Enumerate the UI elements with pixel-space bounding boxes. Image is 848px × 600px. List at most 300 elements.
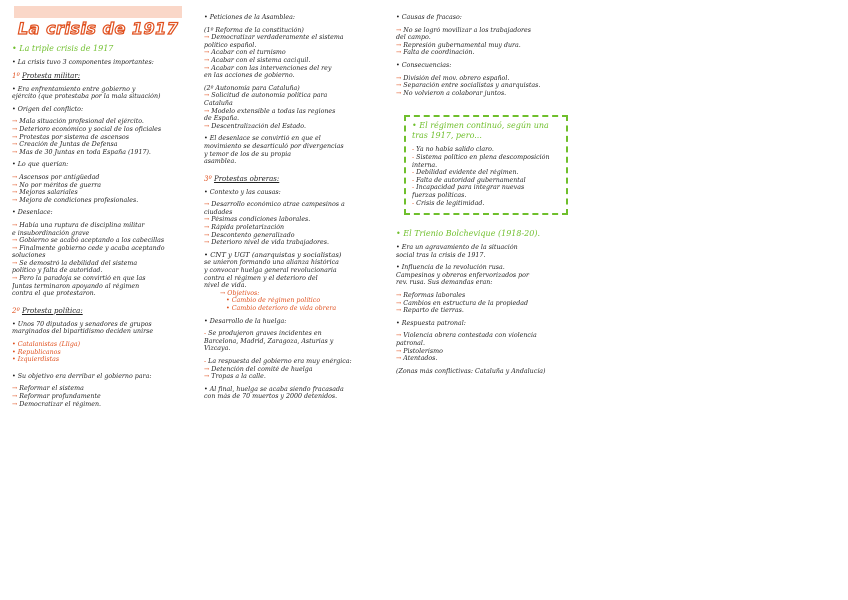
note-line — [396, 90, 586, 98]
note-line — [204, 100, 392, 108]
note-line — [204, 386, 392, 394]
note-line — [12, 385, 200, 393]
column-middle — [204, 0, 392, 401]
column-middle-notes — [204, 14, 392, 401]
highlighted-item — [12, 341, 200, 349]
section-title: Protestas obreras: — [213, 174, 280, 183]
note-text: No por méritos de guerra — [19, 181, 102, 189]
note-line — [12, 267, 200, 275]
note-text: Modelo extensible a todas las regiones — [211, 107, 336, 115]
note-text: fuerzas políticas. — [412, 191, 467, 199]
note-text: Deterioro económico y social de los oficiales — [19, 125, 162, 133]
note-text: (2º Autonomía para Cataluña) — [204, 84, 300, 92]
note-line — [12, 149, 200, 157]
note-text: Acabar con el turnismo — [211, 49, 286, 57]
note-text: Mejoras salariales — [19, 189, 78, 197]
arrow-icon: → — [12, 385, 18, 393]
note-text: interna. — [412, 161, 438, 169]
note-text: Desarrollo económico atrae campesinos a — [211, 201, 345, 209]
note-line — [396, 82, 586, 90]
arrow-icon: → — [396, 49, 402, 57]
note-line — [12, 230, 200, 238]
note-text: Reformar profundamente — [19, 393, 101, 400]
note-text: CNT y UGT (anarquistas y socialistas) — [210, 251, 342, 259]
note-line — [12, 283, 200, 291]
note-text: marginados del bipartidismo deciden unirse — [12, 328, 154, 336]
note-line — [396, 42, 586, 50]
spacer — [12, 298, 200, 307]
subheading — [12, 44, 200, 54]
note-line — [396, 292, 586, 300]
note-text: Cambios en estructura de la propiedad — [403, 299, 529, 307]
note-line — [12, 141, 200, 149]
note-line — [12, 59, 200, 67]
note-line — [396, 368, 586, 376]
note-line — [204, 189, 392, 197]
note-text: en las acciones de gobierno. — [204, 72, 295, 80]
note-line — [396, 252, 586, 260]
note-line — [204, 318, 392, 326]
note-line — [204, 330, 392, 338]
note-line — [12, 106, 200, 114]
note-text: Unos 70 diputados y senadores de grupos — [17, 320, 152, 328]
highlighted-text: → Objetivos: — [204, 289, 260, 297]
note-line — [204, 65, 392, 73]
arrow-icon: → — [396, 299, 402, 307]
note-text: Solicitud de autonomía política para — [211, 92, 328, 100]
note-text: Contexto y las causas: — [209, 188, 281, 196]
note-line — [412, 177, 560, 185]
note-line — [12, 182, 200, 190]
arrow-icon: → — [12, 189, 18, 197]
note-text: soluciones — [12, 252, 46, 260]
subheading-text: • El Trienio Bolchevique (1918-20). — [396, 229, 541, 239]
note-text: Cataluña — [204, 99, 233, 107]
note-text: Barcelona, Madrid, Zaragoza, Asturias y — [204, 337, 334, 345]
arrow-icon: → — [204, 56, 210, 64]
arrow-icon: → — [12, 221, 18, 229]
note-line — [204, 267, 392, 275]
note-line — [204, 57, 392, 65]
arrow-icon: → — [12, 173, 18, 181]
arrow-icon: → — [204, 216, 210, 224]
note-line — [412, 184, 560, 192]
section-title: Protesta militar: — [21, 71, 81, 80]
bullet-icon: • — [204, 135, 208, 143]
note-text: División del mov. obrero español. — [403, 74, 510, 82]
note-line — [204, 252, 392, 260]
note-line — [396, 34, 586, 42]
section-number: 3º — [204, 174, 214, 183]
note-text: Influencia de la revolución rusa. — [401, 264, 505, 272]
note-text: (Zonas más conflictivas: Cataluña y Andalucía) — [396, 367, 546, 375]
highlighted-text: • Republicanos — [12, 348, 61, 356]
note-text: Descontento generalizado — [211, 231, 295, 239]
note-line — [204, 143, 392, 151]
highlighted-text: • Cambio de régimen político — [204, 297, 321, 305]
note-text: Reformas laborales — [403, 292, 466, 300]
spacer — [12, 364, 200, 373]
note-text: Origen del conflicto: — [17, 105, 84, 113]
note-text: Falta de coordinación. — [403, 49, 475, 57]
subheading — [412, 131, 560, 141]
note-line — [412, 192, 560, 200]
note-text: Reparto de tierras. — [403, 307, 464, 315]
arrow-icon: - — [412, 184, 415, 192]
note-text: Se produjeron graves incidentes en — [208, 330, 322, 338]
note-text: Vizcaya. — [204, 345, 231, 353]
page-title-text: La crisis de 1917 — [18, 19, 179, 38]
note-line — [204, 345, 392, 353]
bullet-icon: • — [204, 188, 208, 196]
note-line — [204, 27, 392, 35]
arrow-icon: → — [12, 393, 18, 400]
note-text: se unieron formando una alianza histórica — [204, 259, 339, 267]
note-line — [204, 232, 392, 240]
arrow-icon: → — [12, 400, 18, 408]
note-text: Respuesta patronal: — [401, 319, 466, 327]
arrow-icon: → — [396, 26, 402, 34]
note-text: Mala situación profesional del ejército. — [19, 118, 144, 126]
note-text: Desenlace: — [17, 209, 53, 217]
note-line — [12, 290, 200, 298]
subheading-text: • El régimen continuó, según una — [412, 121, 549, 131]
note-text: social tras la crisis de 1917. — [396, 251, 486, 259]
note-line — [12, 328, 200, 336]
arrow-icon: → — [12, 275, 18, 283]
arrow-icon: - — [412, 176, 415, 184]
bullet-icon: • — [12, 320, 16, 328]
note-line — [12, 197, 200, 205]
note-text: Represión gubernamental muy dura. — [403, 41, 521, 49]
note-line — [204, 275, 392, 283]
note-line — [12, 189, 200, 197]
dashed-note-box — [404, 115, 568, 215]
note-line — [12, 237, 200, 245]
bullet-icon: • — [12, 372, 16, 380]
arrow-icon: → — [12, 118, 18, 126]
note-line — [204, 338, 392, 346]
section-heading — [12, 72, 200, 81]
bullet-icon: • — [396, 244, 400, 252]
note-line — [204, 358, 392, 366]
section-title: Protesta política: — [21, 306, 83, 315]
note-text: Democratizar verdaderamente el sistema — [211, 34, 344, 42]
section-number: 1º — [12, 71, 22, 80]
note-line — [204, 92, 392, 100]
arrow-icon: → — [396, 89, 402, 97]
arrow-icon: - — [412, 199, 415, 207]
highlighted-item — [204, 305, 392, 313]
arrow-icon: → — [204, 373, 210, 381]
bullet-icon: • — [12, 209, 16, 217]
note-text: Violencia obrera contestada con violencia — [403, 332, 537, 340]
note-line — [204, 239, 392, 247]
note-line — [204, 151, 392, 159]
note-text: Democratizar el régimen. — [19, 400, 102, 408]
note-text: Consecuencias: — [401, 61, 452, 69]
note-text: Era enfrentamiento entre gobierno y — [17, 85, 136, 93]
note-text: Había una ruptura de disciplina militar — [19, 221, 145, 229]
note-text: Incapacidad para integrar nuevas — [416, 184, 525, 192]
note-line — [204, 216, 392, 224]
arrow-icon: - — [204, 330, 207, 338]
note-line — [204, 158, 392, 166]
note-text: Mejora de condiciones profesionales. — [19, 196, 139, 204]
note-line — [12, 373, 200, 381]
arrow-icon: → — [204, 49, 210, 57]
note-text: Acabar con las intervenciones del rey — [211, 64, 332, 72]
note-text: Pero la paradoja se convirtió en que las — [19, 275, 146, 283]
bullet-icon: • — [204, 317, 208, 325]
note-text: Desarrollo de la huelga: — [209, 317, 287, 325]
arrow-icon: → — [204, 231, 210, 239]
note-text: Mas de 30 Juntas en toda España (1917). — [19, 148, 151, 156]
note-line — [396, 14, 586, 22]
note-line — [204, 135, 392, 143]
arrow-icon: - — [204, 357, 207, 365]
column-right — [396, 0, 586, 375]
note-text: Acabar con el sistema caciquil. — [211, 56, 311, 64]
arrow-icon: → — [396, 82, 402, 90]
note-text: Falta de autoridad gubernamental — [416, 176, 526, 184]
arrow-icon: → — [396, 307, 402, 315]
arrow-icon: → — [12, 181, 18, 189]
note-line — [12, 134, 200, 142]
bullet-icon: • — [204, 251, 209, 259]
note-text: Ya no había salido claro. — [416, 146, 494, 154]
bullet-icon: • — [396, 264, 400, 272]
note-line — [396, 244, 586, 252]
note-text: con más de 70 muertos y 2000 detenidos. — [204, 393, 338, 401]
note-line — [12, 209, 200, 217]
note-text: Pistolerismo — [403, 347, 443, 355]
section-heading — [204, 175, 392, 184]
note-text: Tropas a la calle. — [211, 373, 266, 381]
note-text: Lo que querían: — [17, 161, 69, 169]
note-line — [12, 174, 200, 182]
note-text: Ascensos por antigüedad — [19, 173, 100, 181]
note-text: ejército (que protestaba por la mala situación) — [12, 93, 161, 101]
note-text: (1º Reforma de la constitución) — [204, 26, 304, 34]
arrow-icon: → — [204, 34, 210, 42]
section-heading — [12, 307, 200, 316]
note-text: Deterioro nivel de vida trabajadores. — [211, 239, 330, 247]
note-line — [12, 86, 200, 94]
note-line — [204, 373, 392, 381]
note-line — [396, 62, 586, 70]
note-line — [396, 300, 586, 308]
column-right-notes-2 — [396, 229, 586, 375]
column-right-notes — [396, 14, 586, 97]
note-line — [412, 154, 560, 162]
spacer — [204, 166, 392, 175]
note-text: patronal. — [396, 340, 425, 348]
note-text: Creación de Juntas de Defensa — [19, 141, 118, 149]
arrow-icon: → — [396, 332, 402, 340]
note-text: político y falta de autoridad. — [12, 267, 103, 275]
note-line — [396, 49, 586, 57]
note-line — [204, 115, 392, 123]
note-line — [204, 201, 392, 209]
note-line — [412, 169, 560, 177]
note-text: Se demostró la debilidad del sistema — [19, 259, 138, 267]
note-line — [396, 27, 586, 35]
note-text: rev. rusa. Sus demandas eran: — [396, 279, 493, 287]
arrow-icon: → — [396, 347, 402, 355]
arrow-icon: → — [396, 355, 402, 363]
arrow-icon: - — [412, 169, 415, 177]
arrow-icon: → — [12, 125, 18, 133]
arrow-icon: → — [204, 64, 210, 72]
note-text: Atentados. — [403, 355, 438, 363]
note-text: No se logró movilizar a los trabajadores — [403, 26, 532, 34]
arrow-icon: → — [204, 92, 210, 100]
arrow-icon: → — [204, 201, 210, 209]
note-text: e insubordinación grave — [12, 229, 90, 237]
note-line — [204, 209, 392, 217]
note-text: La respuesta del gobierno era muy enérgica: — [208, 357, 352, 365]
arrow-icon: → — [204, 239, 210, 247]
arrow-icon: → — [12, 141, 18, 149]
note-text: ciudades — [204, 208, 233, 216]
note-line — [12, 260, 200, 268]
note-text: Descentralización del Estado. — [211, 122, 306, 130]
bullet-icon: • — [396, 319, 400, 327]
note-line — [12, 93, 200, 101]
column-left — [12, 0, 200, 408]
note-text: de España. — [204, 115, 240, 123]
arrow-icon: → — [396, 74, 402, 82]
arrow-icon: - — [412, 153, 415, 161]
note-line — [412, 200, 560, 208]
bullet-icon: • — [204, 385, 208, 393]
note-line — [412, 146, 560, 154]
note-text: Separación entre socialistas y anarquistas. — [403, 82, 541, 90]
note-line — [204, 366, 392, 374]
note-text: Crisis de legitimidad. — [416, 199, 485, 207]
note-line — [396, 348, 586, 356]
bullet-icon: • — [12, 85, 16, 93]
note-line — [204, 259, 392, 267]
note-line — [12, 118, 200, 126]
note-text: y temor de los de su propia — [204, 150, 292, 158]
note-text: Peticiones de la Asamblea: — [209, 14, 295, 21]
arrow-icon: → — [204, 365, 210, 373]
note-text: nivel de vida. — [204, 282, 247, 290]
highlighted-item — [12, 349, 200, 357]
title-highlight — [14, 6, 182, 18]
note-text: del campo. — [396, 34, 431, 42]
highlighted-item — [204, 297, 392, 305]
note-text: asamblea. — [204, 158, 237, 166]
note-line — [204, 224, 392, 232]
note-text: movimiento se desarticuló por divergencias — [204, 142, 344, 150]
note-line — [396, 307, 586, 315]
note-line — [204, 108, 392, 116]
bullet-icon: • — [12, 105, 16, 113]
note-line — [12, 161, 200, 169]
note-line — [204, 282, 392, 290]
subheading-text: • La triple crisis de 1917 — [12, 44, 114, 53]
note-text: Su objetivo era derribar el gobierno para: — [17, 372, 152, 380]
bullet-icon: • — [12, 161, 16, 169]
note-line — [204, 85, 392, 93]
note-line — [204, 49, 392, 57]
arrow-icon: → — [204, 122, 210, 130]
note-text: Detención del comité de huelga — [211, 365, 313, 373]
note-line — [204, 123, 392, 131]
note-line — [204, 393, 392, 401]
note-line — [12, 222, 200, 230]
subheading — [396, 229, 586, 239]
note-line — [396, 272, 586, 280]
note-line — [12, 252, 200, 260]
note-text: Era un agravamiento de la situación — [401, 244, 518, 252]
bullet-icon: • — [396, 61, 400, 69]
note-line — [412, 162, 560, 170]
highlighted-item — [12, 356, 200, 364]
note-line — [204, 34, 392, 42]
subheading-text: tras 1917, pero... — [412, 131, 482, 141]
note-line — [12, 393, 200, 401]
note-line — [396, 320, 586, 328]
arrow-icon: → — [12, 133, 18, 141]
highlighted-text: • Izquierdistas — [12, 356, 60, 364]
note-text: Protestas por sistema de ascensos — [19, 133, 129, 141]
arrow-icon: → — [204, 224, 210, 232]
arrow-icon: → — [12, 196, 18, 204]
note-text: La crisis tuvo 3 componentes importantes: — [17, 59, 154, 66]
note-text: contra el que protestaron. — [12, 290, 96, 298]
subheading — [412, 121, 560, 131]
highlighted-text: • Cambio deterioro de vida obrera — [204, 305, 337, 312]
note-line — [12, 126, 200, 134]
note-line — [204, 72, 392, 80]
arrow-icon: → — [204, 107, 210, 115]
note-line — [396, 332, 586, 340]
note-text: Gobierno se acabó aceptando a los cabecillas — [19, 237, 165, 245]
note-text: Rápida proletarización — [211, 224, 285, 232]
arrow-icon: → — [396, 41, 402, 49]
note-line — [12, 275, 200, 283]
note-line — [204, 14, 392, 22]
bullet-icon: • — [396, 14, 400, 21]
note-text: Pésimas condiciones laborales. — [211, 216, 311, 224]
arrow-icon: - — [412, 146, 415, 154]
note-line — [396, 340, 586, 348]
note-line — [396, 279, 586, 287]
note-text: Campesinos y obreros enfervorizados por — [396, 271, 529, 279]
note-text: Finalmente gobierno cede y acaba aceptando — [19, 244, 165, 252]
note-text: Causas de fracaso: — [401, 14, 462, 21]
note-line — [12, 321, 200, 329]
highlighted-text: • Catalanistas (Lliga) — [12, 341, 81, 349]
arrow-icon: → — [12, 259, 18, 267]
arrow-icon: → — [396, 292, 402, 300]
note-text: Sistema político en plena descomposición — [416, 153, 550, 161]
arrow-icon: → — [12, 237, 18, 245]
note-text: y convocar huelga general revolucionaria — [204, 267, 337, 275]
note-text: político español. — [204, 41, 257, 49]
arrow-icon: → — [12, 148, 18, 156]
section-number: 2º — [12, 306, 22, 315]
bullet-icon: • — [204, 14, 208, 21]
note-text: No volvieron a colaborar juntos. — [403, 89, 507, 97]
note-text: Debilidad evidente del régimen. — [416, 169, 519, 177]
note-text: El desenlace se convirtió en que el — [209, 135, 321, 143]
note-text: Juntas terminaron apoyando al régimen — [12, 282, 140, 290]
